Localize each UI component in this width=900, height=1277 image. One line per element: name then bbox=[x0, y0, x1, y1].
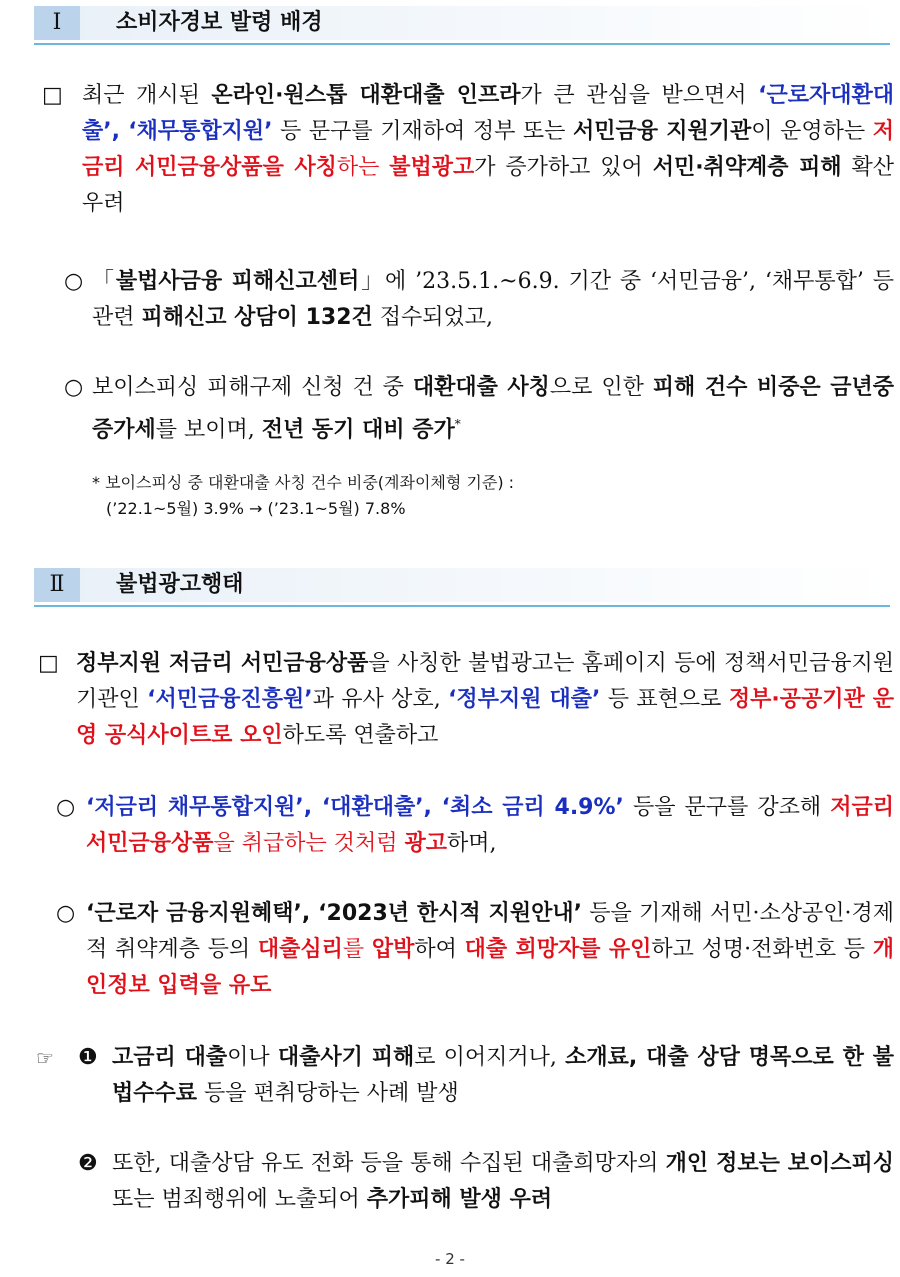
blue-highlight: ‘정부지원 대출’ bbox=[448, 687, 601, 712]
circle-bullet: ○ bbox=[56, 901, 76, 926]
red-highlight: 광고 bbox=[404, 831, 448, 856]
footnote-line: * 보이스피싱 중 대환대출 사칭 건수 비중(계좌이체형 기준) : bbox=[92, 473, 515, 492]
bold-text: ‘근로자 금융지원혜택’, ‘2023년 한시적 지원안내’ bbox=[86, 901, 582, 926]
text: 최근 개시된 bbox=[82, 83, 212, 108]
bold-text: 개인 정보는 보이스피싱 bbox=[665, 1151, 894, 1176]
circle-bullet: ○ bbox=[64, 269, 84, 294]
red-highlight: 개인정보 입력을 유도 bbox=[86, 937, 895, 998]
bold-text: 대환대출 사칭 bbox=[412, 375, 550, 400]
section-underline bbox=[34, 43, 890, 45]
number-1-bullet: ❶ bbox=[78, 1045, 98, 1070]
bold-text: 불법사금융 피해신고센터 bbox=[115, 269, 360, 294]
red-text: 하는 bbox=[336, 155, 390, 180]
text: 과 유사 상호, bbox=[312, 687, 449, 712]
footnote-line: (’22.1~5월) 3.9% → (’23.1~5월) 7.8% bbox=[106, 499, 406, 518]
red-highlight: 대출심리 bbox=[257, 937, 343, 962]
red-highlight: 정부·공공기관 운영 공식사이트로 오인 bbox=[76, 687, 895, 748]
paragraph-1 bbox=[82, 78, 894, 222]
text: 등을 편취당하는 사례 발생 bbox=[197, 1081, 459, 1106]
text: 를 보이며, bbox=[155, 417, 262, 443]
footnote-mark: * bbox=[454, 417, 461, 431]
footnote bbox=[92, 470, 892, 522]
circle-bullet: ○ bbox=[56, 795, 76, 820]
text: 「 bbox=[92, 269, 116, 294]
paragraph-8 bbox=[112, 1146, 894, 1218]
text: 접수되었고, bbox=[372, 305, 494, 330]
bold-text: 서민·취약계층 피해 bbox=[652, 155, 842, 180]
square-bullet: □ bbox=[42, 83, 63, 108]
text: 하고 성명·전화번호 등 bbox=[651, 937, 873, 962]
blue-highlight: ‘서민금융진흥원’ bbox=[147, 687, 313, 712]
square-bullet: □ bbox=[38, 651, 59, 676]
text: 」에 ’23.5.1.~6.9. 기간 중 ‘서민금융’, ‘채무통합’ 등 관련 bbox=[92, 269, 895, 330]
red-text: 를 bbox=[342, 937, 372, 962]
bold-text: 피해 건수 비중은 금년중 증가세 bbox=[92, 375, 894, 443]
text: 하며, bbox=[447, 831, 497, 856]
bold-text: 고금리 대출 bbox=[112, 1045, 228, 1070]
paragraph-6 bbox=[86, 896, 894, 1004]
paragraph-5 bbox=[86, 790, 894, 862]
red-highlight: 저금리 서민금융상품 bbox=[86, 795, 894, 856]
text: 으로 인한 bbox=[549, 375, 653, 400]
paragraph-2 bbox=[92, 264, 894, 336]
bold-text: 서민금융 지원기관 bbox=[573, 119, 752, 144]
bold-text: 추가피해 발생 우려 bbox=[366, 1187, 553, 1212]
section-2-header bbox=[34, 568, 890, 602]
section-title: 소비자경보 발령 배경 bbox=[116, 10, 323, 35]
text: 등을 문구를 강조해 bbox=[623, 795, 831, 820]
bold-text: 온라인·원스톱 대환대출 인프라 bbox=[211, 83, 521, 108]
red-highlight: 대출 희망자를 유인 bbox=[464, 937, 652, 962]
paragraph-3 bbox=[92, 370, 894, 448]
paragraph-4 bbox=[76, 646, 894, 754]
blue-highlight: ‘저금리 채무통합지원’, ‘대환대출’, ‘최소 금리 4.9%’ bbox=[86, 795, 624, 820]
bold-text: 피해신고 상담이 132건 bbox=[141, 305, 373, 330]
section-title: 불법광고행태 bbox=[116, 572, 244, 597]
text: 등 표현으로 bbox=[600, 687, 729, 712]
blue-highlight: ‘근로자대환대출’, ‘채무통합지원’ bbox=[82, 83, 894, 144]
text: 이 운영하는 bbox=[751, 119, 873, 144]
text: 등을 기재해 서민·소상공인·경제적 취약계층 등의 bbox=[86, 901, 894, 962]
text: 등 문구를 기재하여 정부 또는 bbox=[272, 119, 574, 144]
red-text: 을 취급하는 것처럼 bbox=[213, 831, 405, 856]
section-underline bbox=[34, 605, 890, 607]
bold-text: 전년 동기 대비 증가 bbox=[261, 417, 455, 443]
section-number: Ⅰ bbox=[34, 6, 80, 40]
text: 또한, 대출상담 유도 전화 등을 통해 수집된 대출희망자의 bbox=[112, 1151, 666, 1176]
bold-text: 대출사기 피해 bbox=[277, 1045, 415, 1070]
paragraph-7 bbox=[112, 1040, 894, 1112]
text: 하도록 연출하고 bbox=[282, 723, 439, 748]
text: 가 큰 관심을 받으면서 bbox=[520, 83, 759, 108]
section-number: Ⅱ bbox=[34, 568, 80, 602]
text: 을 사칭한 불법광고는 홈페이지 등에 정책서민금융지원기관인 bbox=[76, 651, 894, 712]
text: 로 이어지거나, bbox=[414, 1045, 566, 1070]
text: 보이스피싱 피해구제 신청 건 중 bbox=[92, 375, 413, 400]
text: 하여 bbox=[414, 937, 465, 962]
text: 이나 bbox=[227, 1045, 278, 1070]
section-1-header bbox=[34, 6, 890, 40]
number-2-bullet: ❷ bbox=[78, 1151, 98, 1176]
pointing-hand-icon: ☞ bbox=[36, 1046, 54, 1070]
text: 가 증가하고 있어 bbox=[474, 155, 653, 180]
text: 또는 범죄행위에 노출되어 bbox=[112, 1187, 367, 1212]
red-highlight: 저금리 서민금융상품을 사칭 bbox=[82, 119, 894, 180]
page-number: - 2 - bbox=[435, 1250, 465, 1268]
circle-bullet: ○ bbox=[64, 375, 84, 400]
text: 확산 우려 bbox=[82, 155, 894, 216]
bold-text: 소개료, 대출 상담 명목으로 한 불법수수료 bbox=[112, 1045, 895, 1106]
bold-text: 정부지원 저금리 서민금융상품 bbox=[76, 651, 369, 676]
red-highlight: 불법광고 bbox=[389, 155, 475, 180]
red-highlight: 압박 bbox=[371, 937, 415, 962]
